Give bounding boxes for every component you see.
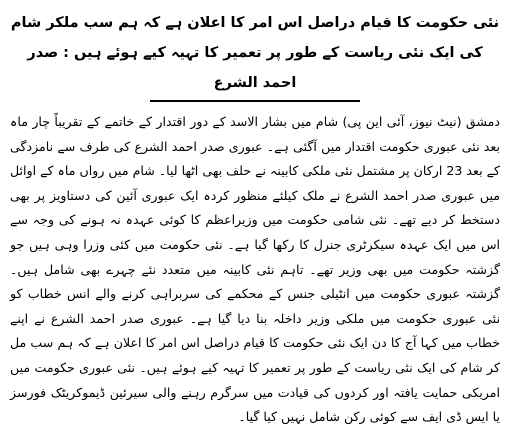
article-headline: نئی حکومت کا قیام دراصل اس امر کا اعلان ہے کہ ہم سب ملکر شام کی ایک نئی ریاست کے طور پر تعمیر کا تہیہ کیے ہوئے ہیں : صدر احمد الشرع [10,15,500,91]
headline-underline [150,100,360,102]
article-body: دمشق (نیٹ نیوز، آئی این پی) شام میں بشار الاسد کے دور اقتدار کے خاتمے کے تقریباً چار ماہ بعد نئی عبوری حکومت اقتدار میں آگئی ہے۔ عبوری صدر احمد الشرع کی طرف سے نامزدگی کے بعد 23 ارکان پر مشتمل نئی ملکی کابینہ نے حلف بھی اٹھا لیا۔ شام میں رواں ماہ کے اوائل میں عبوری صدر احمد الشرع نے ملک کیلئے منظور کردہ ایک عبوری آئین کی دستاویز پر بھی دستخط کر دیے تھے۔ نئی شامی حکومت میں وزیراعظم کا کوئی عہدہ نہ ہونے کی وجہ سے اس میں ایک عہدہ سیکرٹری جنرل کا رکھا گیا ہے۔ نئی حکومت میں کئی وزرا وہی ہیں جو گزشتہ حکومت میں بھی وزیر تھے۔ تاہم نئی کابینہ میں متعدد نئے چہرے بھی شامل ہیں۔ گزشتہ عبوری حکومت میں انٹیلی جنس کے محکمے کی سربراہی کرنے والے انس خطاب کو نئی عبوری حکومت میں ملکی وزیر داخلہ بنا دیا گیا ہے۔ عبوری صدر احمد الشرع نے اپنے خطاب میں کہا آج کا دن ایک نئی حکومت کا قیام دراصل اس امر کا اعلان ہے کہ ہم سب مل کر شام کی ایک نئی ریاست کے طور پر تعمیر کا تہیہ کیے ہوئے ہیں۔ نئی عبوری حکومت میں امریکی حمایت یافتہ اور کردوں کی قیادت میں سرگرم رہنے والی سیرئین ڈیموکریٹک فورسز یا ایس ڈی ایف سے کوئی رکن شامل نہیں کیا گیا۔ [10,114,500,425]
